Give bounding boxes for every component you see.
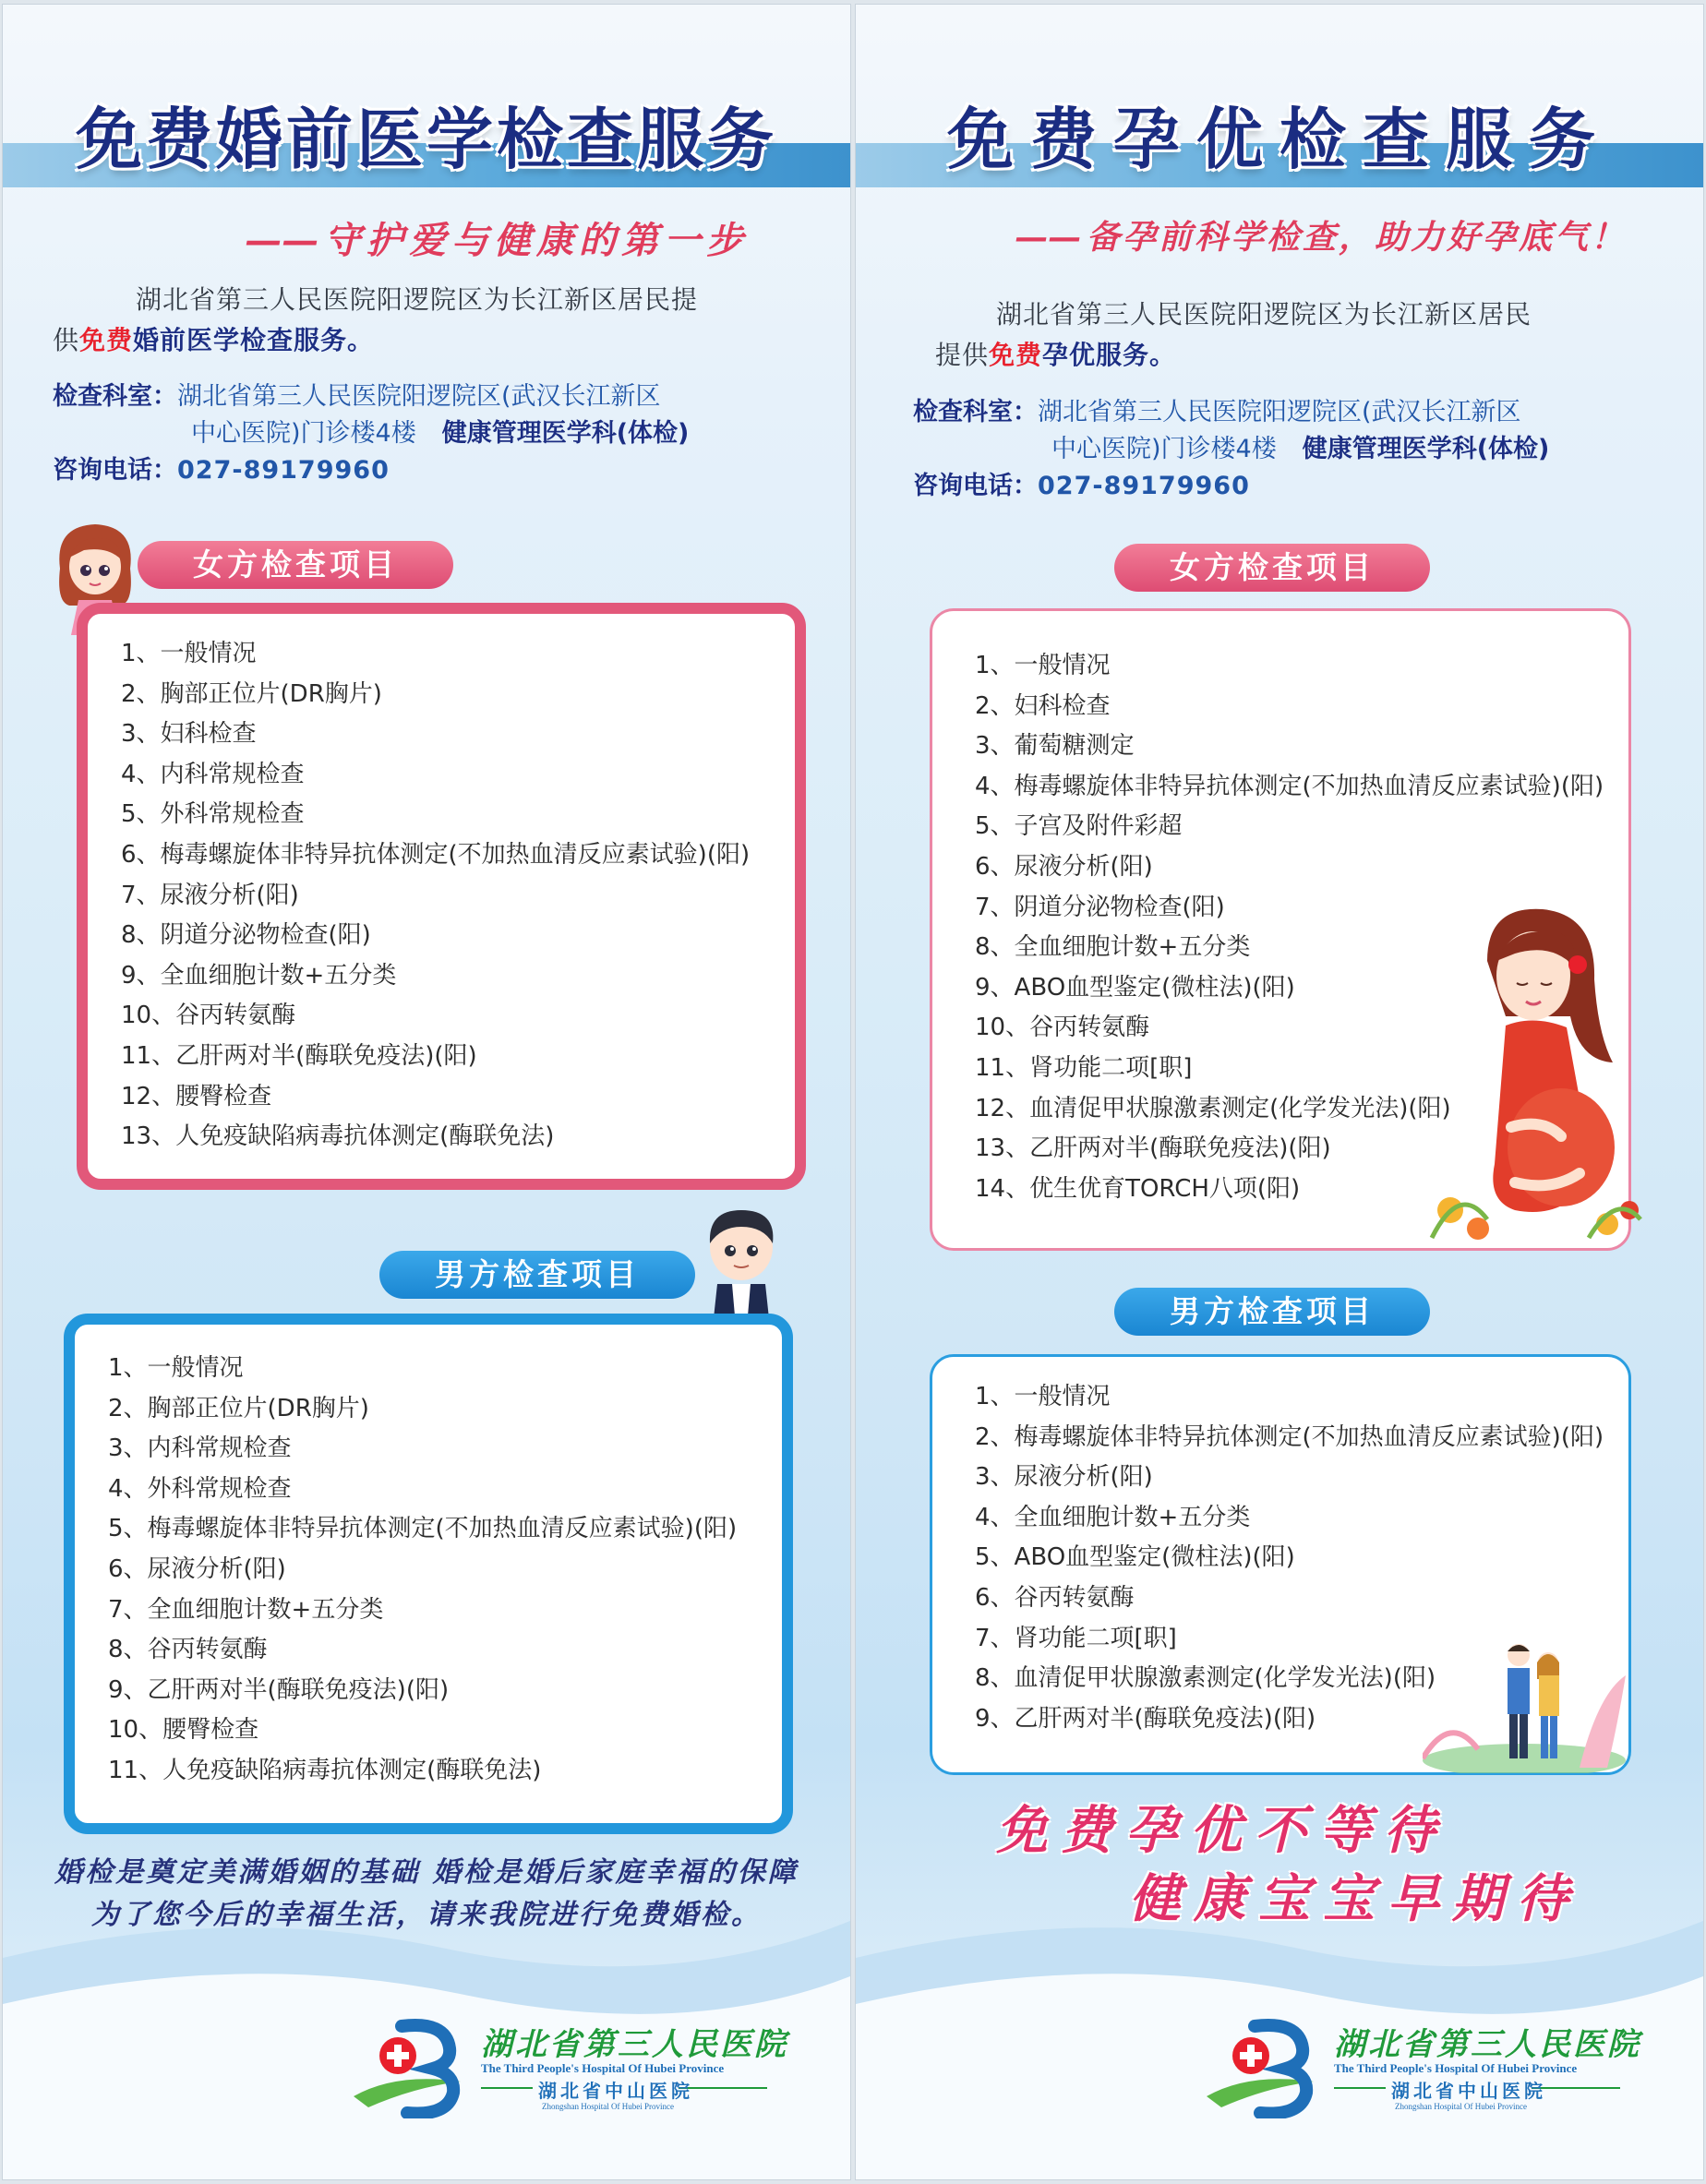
list-item: 5、子宫及附件彩超 bbox=[975, 812, 1183, 841]
intro-service: 孕优服务 bbox=[1042, 340, 1150, 370]
list-item: 1、一般情况 bbox=[121, 640, 257, 667]
slogan-text: 备孕前科学检查，助力好孕底气！ bbox=[1087, 218, 1628, 257]
hospital-logo bbox=[1203, 2017, 1646, 2118]
logo-name-en: The Third People's Hospital Of Hubei Province bbox=[1334, 2061, 1578, 2075]
list-item: 12、血清促甲状腺激素测定(化学发光法)(阳) bbox=[975, 1094, 1451, 1122]
list-item: 1、一般情况 bbox=[975, 652, 1111, 679]
list-item: 4、外科常规检查 bbox=[108, 1474, 292, 1503]
list-item: 6、谷丙转氨酶 bbox=[975, 1583, 1135, 1612]
phone-row bbox=[913, 468, 1549, 505]
intro-free: 免费 bbox=[989, 340, 1043, 370]
male-items-list bbox=[108, 1349, 737, 1792]
list-item: 3、妇科检查 bbox=[121, 720, 257, 749]
list-item: 2、胸部正位片(DR胸片) bbox=[108, 1394, 369, 1422]
hospital-logo-icon bbox=[350, 2017, 479, 2118]
intro-line2 bbox=[935, 335, 1674, 376]
list-item: 11、肾功能二项[职] bbox=[975, 1053, 1193, 1082]
slogan-text: 守护爱与健康的第一步 bbox=[324, 219, 749, 262]
dept-name: 健康管理医学科(体检) bbox=[441, 419, 690, 448]
dept-name: 健康管理医学科(体检) bbox=[1302, 435, 1550, 463]
logo-sub-cn: 湖北省中山医院 bbox=[538, 2080, 693, 2102]
list-item: 8、阴道分泌物检查(阳) bbox=[121, 921, 371, 950]
logo-name-cn: 湖北省第三人民医院 bbox=[1334, 2026, 1641, 2063]
bottom-wave bbox=[3, 1847, 850, 2179]
intro-free: 免费 bbox=[79, 325, 134, 355]
list-item: 10、腰臀检查 bbox=[108, 1716, 259, 1745]
male-items-box bbox=[64, 1314, 793, 1834]
dept-label: 检查科室： bbox=[913, 398, 1038, 426]
dept-row bbox=[53, 378, 689, 415]
premarital-poster bbox=[2, 4, 851, 2180]
list-item: 13、乙肝两对半(酶联免疫法)(阳) bbox=[975, 1134, 1331, 1163]
list-item: 10、谷丙转氨酶 bbox=[121, 1002, 296, 1030]
list-item: 4、全血细胞计数+五分类 bbox=[975, 1503, 1251, 1531]
intro-service: 婚前医学检查服务 bbox=[133, 325, 348, 355]
list-item: 9、全血细胞计数+五分类 bbox=[121, 961, 397, 990]
list-item: 11、人免疫缺陷病毒抗体测定(酶联免法) bbox=[108, 1756, 542, 1784]
dept-row2 bbox=[913, 431, 1549, 468]
list-item: 8、全血细胞计数+五分类 bbox=[975, 933, 1251, 962]
list-item: 5、外科常规检查 bbox=[121, 800, 305, 829]
list-item: 7、尿液分析(阳) bbox=[121, 881, 299, 909]
intro-end: 。 bbox=[347, 325, 375, 355]
logo-sub-en: Zhongshan Hospital Of Hubei Province bbox=[542, 2102, 674, 2111]
dept-line1: 湖北省第三人民医院阳逻院区(武汉长江新区 bbox=[177, 382, 661, 411]
list-item: 5、ABO血型鉴定(微柱法)(阳) bbox=[975, 1543, 1295, 1572]
phone-number: 027-89179960 bbox=[1038, 472, 1250, 500]
list-item: 9、乙肝两对半(酶联免疫法)(阳) bbox=[108, 1675, 450, 1704]
list-item: 6、尿液分析(阳) bbox=[975, 852, 1153, 881]
list-item: 9、ABO血型鉴定(微柱法)(阳) bbox=[975, 973, 1295, 1002]
couple-illustration bbox=[1423, 1638, 1628, 1773]
contact-info bbox=[913, 394, 1549, 505]
hospital-logo bbox=[350, 2017, 793, 2118]
list-item: 3、葡萄糖测定 bbox=[975, 732, 1135, 761]
list-item: 7、肾功能二项[职] bbox=[975, 1624, 1177, 1652]
female-items-box bbox=[77, 603, 806, 1190]
logo-name-en: The Third People's Hospital Of Hubei Province bbox=[481, 2061, 725, 2075]
list-item: 2、妇科检查 bbox=[975, 691, 1111, 720]
dept-row2 bbox=[53, 415, 689, 452]
logo-name-cn: 湖北省第三人民医院 bbox=[481, 2026, 788, 2063]
dept-line2: 中心医院)门诊楼4楼 bbox=[1051, 435, 1277, 463]
list-item: 14、优生优育TORCH八项(阳) bbox=[975, 1174, 1301, 1203]
footer-line1: 婚检是奠定美满婚姻的基础 婚检是婚后家庭幸福的保障 bbox=[54, 1856, 799, 1889]
list-item: 1、一般情况 bbox=[108, 1354, 244, 1382]
dept-line2: 中心医院)门诊楼4楼 bbox=[191, 419, 416, 448]
logo-sub-en: Zhongshan Hospital Of Hubei Province bbox=[1395, 2102, 1527, 2111]
logo-rule-left bbox=[481, 2087, 533, 2089]
poster-slogan: —— 守护爱与健康的第一步 bbox=[245, 219, 749, 262]
big-slogan-line2: 健康宝宝早期待 bbox=[1129, 1868, 1581, 1929]
list-item: 12、腰臀检查 bbox=[121, 1082, 272, 1110]
phone-number: 027-89179960 bbox=[177, 456, 390, 485]
phone-label: 咨询电话： bbox=[913, 472, 1038, 500]
bottom-wave bbox=[856, 1847, 1703, 2179]
list-item: 13、人免疫缺陷病毒抗体测定(酶联免法) bbox=[121, 1122, 555, 1151]
contact-info bbox=[53, 378, 689, 489]
list-item: 7、全血细胞计数+五分类 bbox=[108, 1595, 384, 1624]
intro-end: 。 bbox=[1149, 340, 1177, 370]
prepregnancy-poster bbox=[855, 4, 1704, 2180]
list-item: 10、谷丙转氨酶 bbox=[975, 1014, 1150, 1042]
list-item: 2、胸部正位片(DR胸片) bbox=[121, 679, 382, 708]
dept-line1: 湖北省第三人民医院阳逻院区(武汉长江新区 bbox=[1038, 398, 1521, 426]
list-item: 1、一般情况 bbox=[975, 1383, 1111, 1410]
intro-text bbox=[53, 280, 791, 361]
female-items-title: 女方检查项目 bbox=[138, 541, 453, 589]
male-items-title: 男方检查项目 bbox=[1114, 1288, 1430, 1336]
list-item: 4、内科常规检查 bbox=[121, 760, 305, 788]
list-item: 2、梅毒螺旋体非特异抗体测定(不加热血清反应素试验)(阳) bbox=[975, 1422, 1604, 1451]
list-item: 5、梅毒螺旋体非特异抗体测定(不加热血清反应素试验)(阳) bbox=[108, 1515, 738, 1543]
intro-text bbox=[935, 294, 1674, 376]
pregnant-woman-illustration bbox=[1423, 906, 1644, 1247]
footer-line2: 为了您今后的幸福生活，请来我院进行免费婚检。 bbox=[91, 1899, 762, 1931]
logo-rule-left bbox=[1334, 2087, 1386, 2089]
list-item: 3、尿液分析(阳) bbox=[975, 1463, 1153, 1492]
list-item: 8、谷丙转氨酶 bbox=[108, 1636, 268, 1664]
list-item: 9、乙肝两对半(酶联免疫法)(阳) bbox=[975, 1704, 1316, 1733]
male-items-title: 男方检查项目 bbox=[379, 1251, 695, 1299]
dept-label: 检查科室： bbox=[53, 382, 177, 411]
intro-prefix: 供 bbox=[53, 325, 80, 355]
intro-line1: 湖北省第三人民医院阳逻院区为长江新区居民 bbox=[996, 299, 1532, 330]
list-item: 11、乙肝两对半(酶联免疫法)(阳) bbox=[121, 1041, 477, 1070]
logo-sub-cn: 湖北省中山医院 bbox=[1391, 2080, 1546, 2102]
female-items-list bbox=[121, 634, 750, 1158]
intro-line1: 湖北省第三人民医院阳逻院区为长江新区居民提 bbox=[136, 284, 699, 315]
phone-label: 咨询电话： bbox=[53, 456, 177, 485]
big-slogan-line1: 免费孕优不等待 bbox=[996, 1800, 1448, 1861]
list-item: 6、尿液分析(阳) bbox=[108, 1554, 286, 1583]
list-item: 4、梅毒螺旋体非特异抗体测定(不加热血清反应素试验)(阳) bbox=[975, 772, 1604, 800]
intro-line2 bbox=[53, 320, 791, 361]
list-item: 7、阴道分泌物检查(阳) bbox=[975, 893, 1225, 921]
poster-title: 免费孕优检查服务 bbox=[946, 101, 1612, 178]
list-item: 8、血清促甲状腺激素测定(化学发光法)(阳) bbox=[975, 1664, 1436, 1693]
phone-row bbox=[53, 452, 689, 489]
poster-title: 免费婚前医学检查服务 bbox=[75, 101, 777, 178]
poster-slogan: —— 备孕前科学检查，助力好孕底气！ bbox=[1015, 218, 1628, 257]
list-item: 6、梅毒螺旋体非特异抗体测定(不加热血清反应素试验)(阳) bbox=[121, 840, 751, 869]
female-items-title: 女方检查项目 bbox=[1114, 544, 1430, 592]
hospital-logo-icon bbox=[1203, 2017, 1332, 2118]
list-item: 3、内科常规检查 bbox=[108, 1434, 292, 1463]
intro-prefix: 提供 bbox=[935, 340, 990, 370]
dept-row bbox=[913, 394, 1549, 431]
